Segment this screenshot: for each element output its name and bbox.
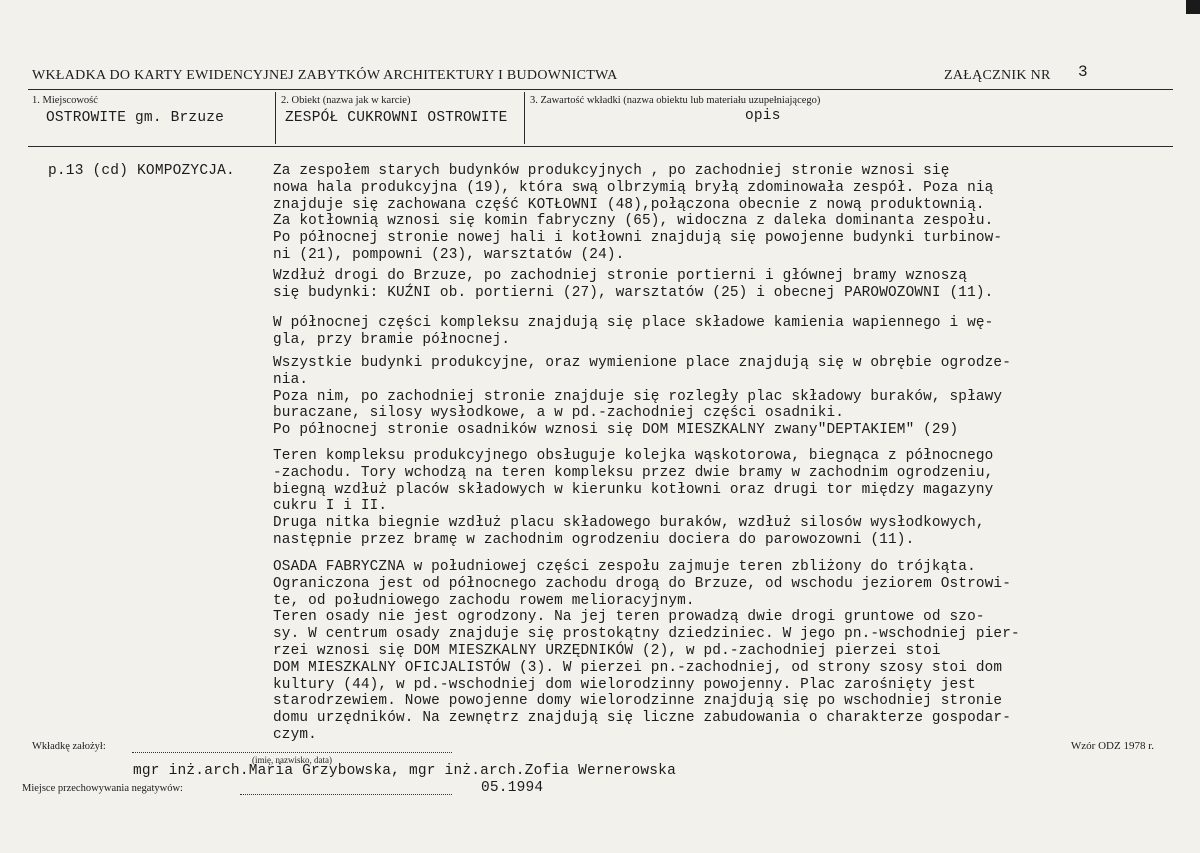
text-line: Ograniczona jest od północnego zachodu drogą do Brzuze, od wschodu jeziorem Ostrowi- [273, 575, 1012, 592]
paragraph-2 [273, 268, 993, 302]
text-line: znajduje się zachowana część KOTŁOWNI (48),połączona obecnie z nową produktownią. [273, 196, 985, 213]
content-label: 3. Zawartość wkładki (nazwa obiektu lub materiału uzupełniającego) [530, 95, 821, 106]
text-line: te, od południowego zachodu rowem melioracyjnym. [273, 592, 695, 609]
fields-divider [28, 146, 1173, 147]
form-model: Wzór ODZ 1978 r. [1070, 740, 1154, 752]
date: 05.1994 [481, 780, 544, 796]
form-title: WKŁADKA DO KARTY EWIDENCYJNEJ ZABYTKÓW ARCHITEKTURY I BUDOWNICTWA [32, 68, 618, 83]
text-line: gla, przy bramie północnej. [273, 331, 511, 348]
inserted-by-line [132, 752, 452, 753]
text-line: domu urzędników. Na zewnętrz znajdują się liczne zabudowania o charakterze gospodar- [273, 710, 1012, 727]
text-line: buraczane, silosy wysłodkowe, a w pd.-zachodniej części osadniki. [273, 405, 845, 422]
content-value: opis [745, 108, 781, 124]
corner-mark [1186, 0, 1200, 14]
paragraph-5 [273, 448, 993, 549]
text-line: Za kotłownią wznosi się komin fabryczny (65), widoczna z daleka dominanta zespołu. [273, 213, 994, 230]
text-line: biegną wzdłuż placów składowych w kierunku kotłowni oraz drugi tor między magazyny [273, 481, 994, 498]
text-line: W północnej części kompleksu znajdują się place składowe kamienia wapiennego i wę- [273, 315, 994, 331]
negatives-label: Miejsce przechowywania negatywów: [22, 783, 183, 794]
text-line: Teren kompleksu produkcyjnego obsługuje kolejka wąskotorowa, biegnąca z północnego [273, 448, 994, 464]
paragraph-1 [273, 163, 1002, 264]
text-line: kultury (44), w pd.-wschodniej dom wielorodzinny powojenny. Plac zarośnięty jest [273, 676, 976, 693]
text-line: się budynki: KUŹNI ob. portierni (27), warsztatów (25) i obecnej PAROWOZOWNI (11). [273, 284, 994, 301]
locality-label: 1. Miejscowość [32, 95, 98, 106]
text-line: Wszystkie budynki produkcyjne, oraz wymienione place znajdują się w obrębie ogrodze- [273, 355, 1012, 371]
text-line: nowa hala produkcyjna (19), która swą olbrzymią bryłą zdominowała zespół. Poza nią [273, 179, 994, 196]
text-line: OSADA FABRYCZNA w południowej części zespołu zajmuje teren zbliżony do trójkąta. [273, 559, 976, 575]
field-separator-1 [275, 92, 276, 144]
text-line: nia. [273, 371, 309, 388]
annex-label: ZAŁĄCZNIK NR [944, 68, 1051, 83]
text-line: starodrzewiem. Nowe powojenne domy wielorodzinne znajdują się po wschodniej stronie [273, 693, 1003, 710]
text-line: -zachodu. Tory wchodzą na teren kompleksu przez dwie bramy w zachodnim ogrodzeniu, [273, 464, 994, 481]
section-label: p.13 (cd) KOMPOZYCJA. [48, 163, 235, 179]
text-line: DOM MIESZKALNY OFICJALISTÓW (3). W pierzei pn.-zachodniej, od strony szosy stoi dom [273, 659, 1003, 676]
text-line: rzei wznosi się DOM MIESZKALNY URZĘDNIKÓW (2), w pd.-zachodniej pierzei stoi [273, 642, 941, 659]
text-line: Po północnej stronie nowej hali i kotłowni znajdują się powojenne budynki turbinow- [273, 230, 1003, 247]
paragraph-3 [273, 315, 993, 349]
paragraph-4 [273, 355, 1011, 439]
text-line: Druga nitka biegnie wzdłuż placu składowego buraków, wzdłuż silosów wysłodkowych, [273, 515, 985, 532]
text-line: Wzdłuż drogi do Brzuze, po zachodniej stronie portierni i głównej bramy wznoszą [273, 268, 968, 284]
paragraph-6 [273, 559, 1020, 744]
object-label: 2. Obiekt (nazwa jak w karcie) [281, 95, 411, 106]
text-line: Teren osady nie jest ogrodzony. Na jej teren prowadzą dwie drogi gruntowe od szo- [273, 609, 985, 626]
locality-value: OSTROWITE gm. Brzuze [46, 110, 225, 126]
name-date-hint: (imię, nazwisko, data) [252, 755, 332, 765]
text-line: następnie przez bramę w zachodnim ogrodzeniu dociera do parowozowni (11). [273, 531, 915, 548]
authors: mgr inż.arch.Maria Grzybowska, mgr inż.arch.Zofia Wernerowska [133, 763, 676, 779]
header-divider [28, 89, 1173, 90]
object-value: ZESPÓŁ CUKROWNI OSTROWITE [285, 110, 508, 126]
text-line: sy. W centrum osady znajduje się prostokątny dziedziniec. W jego pn.-wschodniej pier- [273, 626, 1020, 643]
text-line: Po północnej stronie osadników wznosi się DOM MIESZKALNY zwany"DEPTAKIEM" (29) [273, 422, 959, 439]
negatives-line [240, 794, 452, 795]
text-line: Za zespołem starych budynków produkcyjnych , po zachodniej stronie wznosi się [273, 163, 950, 179]
annex-number: 3 [1078, 63, 1088, 81]
text-line: ni (21), pompowni (23), warsztatów (24). [273, 246, 625, 263]
text-line: cukru I i II. [273, 498, 388, 515]
text-line: czym. [273, 726, 317, 743]
field-separator-2 [524, 92, 525, 144]
inserted-by-label: Wkładkę założył: [32, 741, 106, 752]
text-line: Poza nim, po zachodniej stronie znajduje się rozległy plac składowy buraków, spławy [273, 388, 1003, 405]
